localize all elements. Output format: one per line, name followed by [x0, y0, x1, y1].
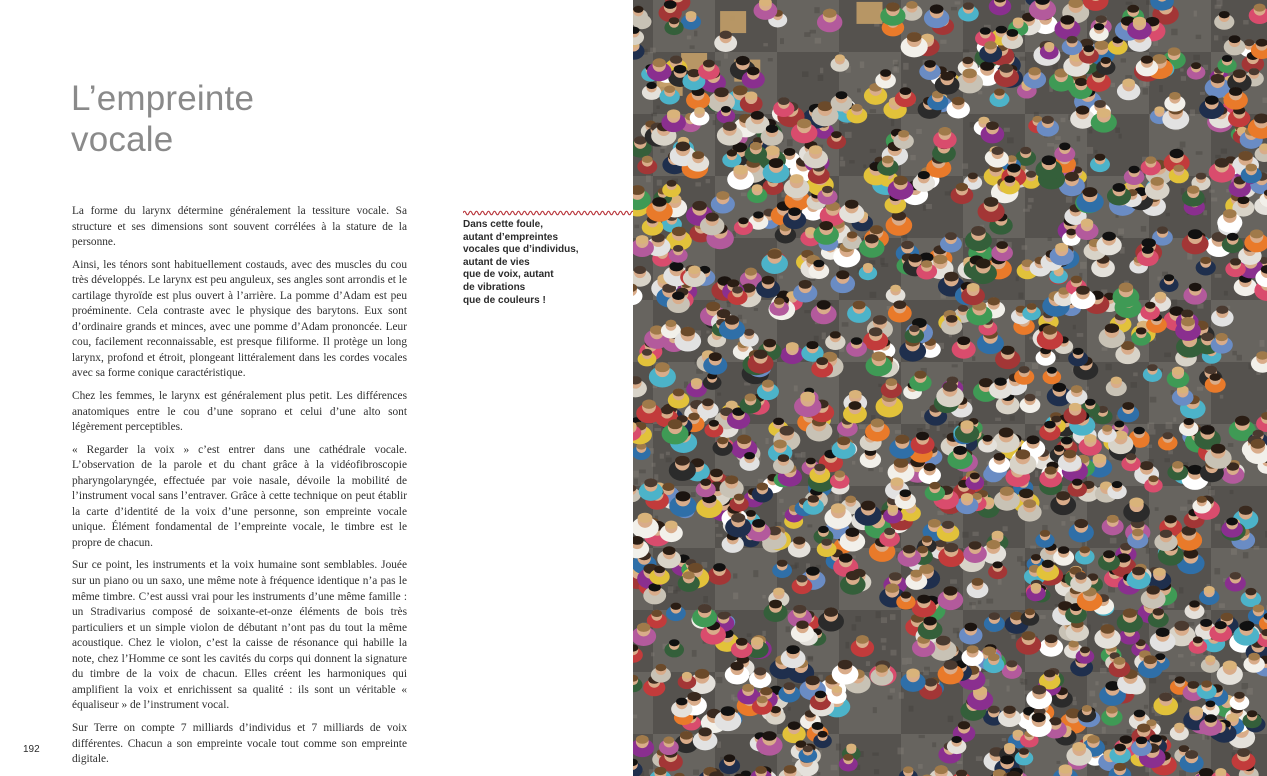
paragraph: Ainsi, les ténors sont habituellement costauds, avec des muscles du cou très développés. Le larynx est peu anguleux, ses angles sont arrondis et le cartilage thyroïde est plus ouvert à l’arrière. La pomme d’Adam est peu proéminente. Cela contraste avec le physique des barytons. Eux sont d’ordinaire grands et minces, avec une pomme d’Adam prononcée. Leur cou, facilement reconnaissable, est presque filiforme. Il protège un long larynx, profond et étroit, plongeant littéralement dans les cordes vocales avec sa forme conique caractéristique. — [72, 258, 407, 380]
paragraph: « Regarder la voix » c’est entrer dans une cathédrale vocale. L’observation de la parole et du chant grâce à la vidéofibroscopie pharyngolaryngée, effectuée par voie nasale, dévoile la mobilité de l’instrument vocal sans l’entraver. Grâce à cette technique on peut établir la carte d’identité de la voix d’une personne, son empreinte vocale unique. Élément fondamental de l’empreinte vocale, le timbre est le propre de chacun. — [72, 443, 407, 549]
paragraph: La forme du larynx détermine généralement la tessiture vocale. Sa structure et ses dimensions sont souvent corrélées à la stature de la personne. — [72, 205, 407, 249]
article-body — [72, 204, 407, 775]
wave-divider-icon — [463, 208, 633, 218]
caption-line: autant d’empreintes — [463, 231, 559, 243]
caption-line: que de voix, autant — [463, 269, 554, 281]
caption-line: de vibrations — [463, 281, 526, 293]
title-line-2: vocale — [71, 120, 174, 159]
crowd-photo — [633, 0, 1267, 776]
caption-line: que de couleurs ! — [463, 294, 546, 306]
paragraph: Sur ce point, les instruments et la voix humaine sont semblables. Jouée sur un piano ou un saxo, une même note à fréquence identique n’a pas le même timbre. C’est aussi vrai pour les instruments d’une même famille : un Stradivarius composé de soixante-et-onze éléments de bois très particuliers et un simple violon de débutant n’ont pas du tout la même acoustique. Chez le violon, c’est la caisse de résonance qui habille la note, chez l’Homme ce sont les cavités du corps qui donnent la signature du timbre de la voix de chacun. Elles créent les harmoniques qui amplifient la voix et enrichissent sa qualité : ils sont un véritable « équaliseur » de l’instrument vocal. — [72, 559, 407, 712]
photo-caption — [463, 219, 623, 307]
paragraph: Sur Terre on compte 7 milliards d’individus et 7 milliards de voix différentes. Chacun a son empreinte vocale tout comme son empreinte digitale. — [72, 721, 407, 766]
caption-line: Dans cette foule, — [463, 219, 544, 230]
page-title — [71, 78, 331, 160]
page-number: 192 — [23, 744, 40, 755]
left-page — [0, 0, 633, 776]
paragraph: Chez les femmes, le larynx est généralement plus petit. Les différences anatomiques entre le cou d’une soprano et celui d’une alto sont légèrement perceptibles. — [72, 390, 407, 434]
title-line-1: L’empreinte — [71, 79, 255, 118]
caption-line: vocales que d’individus, — [463, 244, 579, 256]
crowd-photo-icon — [633, 0, 1267, 776]
caption-line: autant de vies — [463, 256, 530, 268]
